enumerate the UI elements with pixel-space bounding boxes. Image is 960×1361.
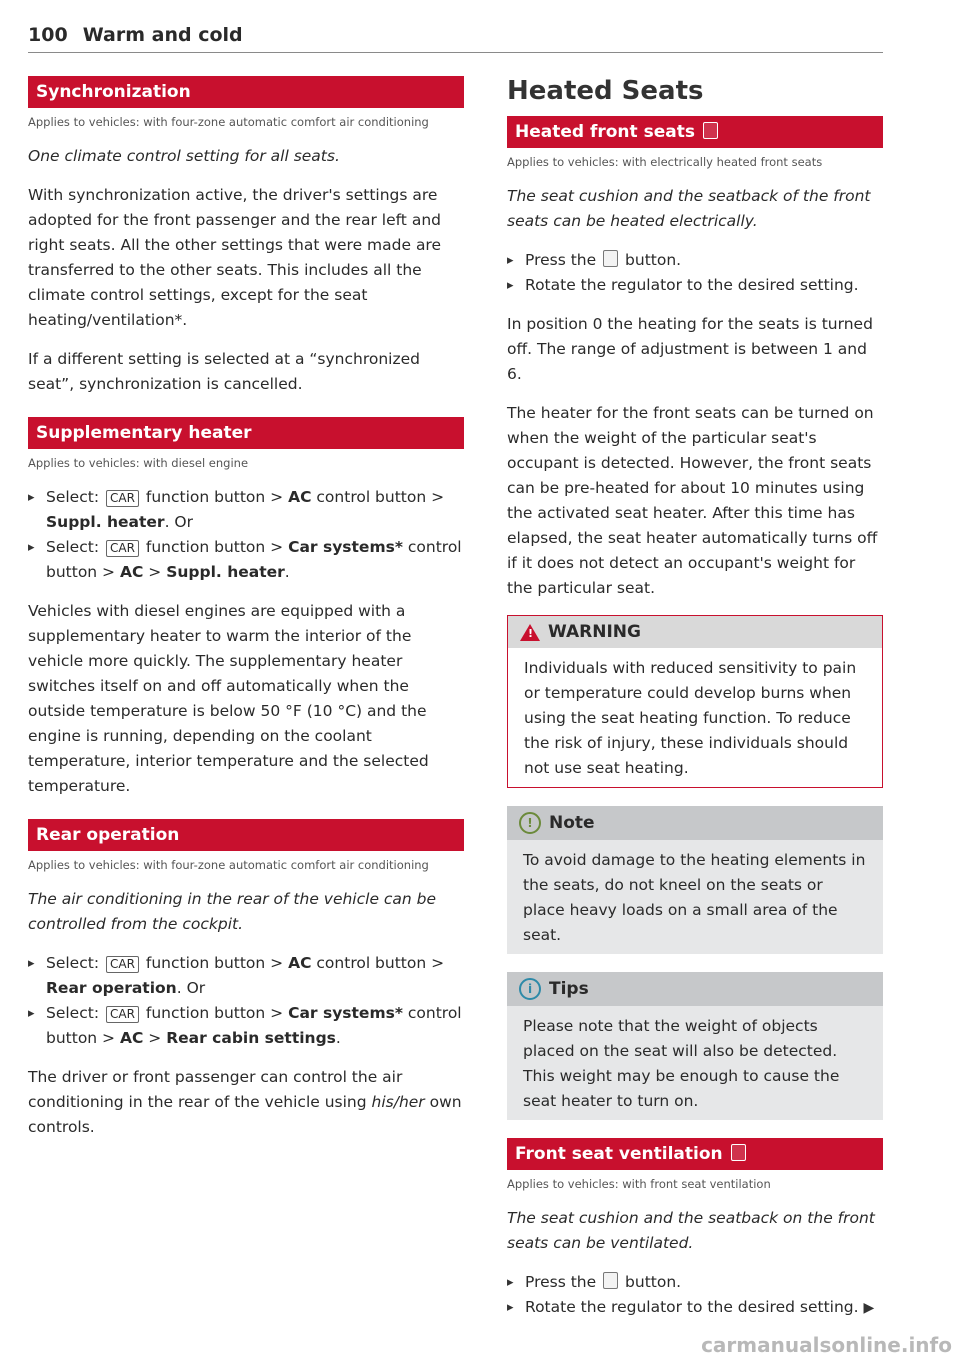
section-title: Warm and cold bbox=[82, 24, 243, 46]
page-header bbox=[28, 24, 883, 53]
step: ▸ Rotate the regulator to the desired setting. bbox=[507, 273, 883, 298]
intro-text: The air conditioning in the rear of the vehicle can be controlled from the cockpit. bbox=[28, 890, 437, 933]
continue-arrow-icon: ▶ bbox=[863, 1300, 875, 1316]
step-list bbox=[28, 951, 464, 1051]
step: ▸ Select: CAR function button > AC control button > Suppl. heater. Or bbox=[28, 485, 464, 535]
info-icon: i bbox=[519, 978, 541, 1000]
car-key-icon: CAR bbox=[106, 490, 139, 507]
intro-text: The seat cushion and the seatback of the front seats can be heated electrically. bbox=[507, 187, 871, 230]
applies-to: Applies to vehicles: with diesel engine bbox=[28, 456, 249, 470]
rear-operation-heading: Rear operation bbox=[28, 819, 464, 851]
note-label: Note bbox=[549, 813, 595, 833]
watermark: carmanualsonline.info bbox=[701, 1333, 952, 1357]
warning-box bbox=[507, 615, 883, 788]
front-seat-ventilation-heading: Front seat ventilation bbox=[507, 1138, 883, 1170]
paragraph: With synchronization active, the driver's settings are adopted for the front passenger and the rear left and right seats. All the other settings that were made are transferred to the other seats. This includes all the climate control settings, except for the seat heating/ventilation*. bbox=[28, 186, 442, 329]
step: ▸ Rotate the regulator to the desired setting. ▶ bbox=[507, 1295, 883, 1321]
step-list bbox=[28, 485, 464, 585]
left-column bbox=[28, 76, 464, 1154]
note-text: To avoid damage to the heating elements in the seats, do not kneel on the seats or place heavy loads on a small area of the seat. bbox=[507, 840, 883, 954]
car-key-icon: CAR bbox=[106, 956, 139, 973]
warning-icon bbox=[520, 624, 540, 641]
synchronization-heading: Synchronization bbox=[28, 76, 464, 108]
car-key-icon: CAR bbox=[106, 540, 139, 557]
applies-to: Applies to vehicles: with four-zone automatic comfort air conditioning bbox=[28, 858, 429, 872]
step: ▸ Select: CAR function button > AC control button > Rear operation. Or bbox=[28, 951, 464, 1001]
seat-ventilation-icon bbox=[731, 1144, 746, 1161]
applies-to: Applies to vehicles: with four-zone automatic comfort air conditioning bbox=[28, 115, 429, 129]
paragraph: If a different setting is selected at a “synchronized seat”, synchronization is cancelled. bbox=[28, 350, 420, 393]
seat-heating-icon bbox=[703, 122, 718, 139]
step: ▸ Select: CAR function button > Car systems* control button > AC > Suppl. heater. bbox=[28, 535, 464, 585]
step: ▸ Press the button. bbox=[507, 248, 883, 273]
note-icon: ! bbox=[519, 812, 541, 834]
tips-box bbox=[507, 972, 883, 1120]
step: ▸ Press the button. bbox=[507, 1270, 883, 1295]
intro-text: The seat cushion and the seatback on the front seats can be ventilated. bbox=[507, 1209, 875, 1252]
step-list bbox=[507, 1270, 883, 1321]
heated-seats-heading: Heated Seats bbox=[507, 76, 704, 106]
step: ▸ Select: CAR function button > Car systems* control button > AC > Rear cabin settings. bbox=[28, 1001, 464, 1051]
warning-label: WARNING bbox=[548, 622, 641, 642]
paragraph: The heater for the front seats can be turned on when the weight of the particular seat's occupant is detected. However, the front seats can be pre-heated for about 10 minutes using the activated seat heater. After this time has elapsed, the seat heater automatically turns off if it does not detect an occupant's weight for the particular seat. bbox=[507, 404, 878, 597]
paragraph: In position 0 the heating for the seats is turned off. The range of adjustment is between 1 and 6. bbox=[507, 315, 873, 383]
warning-text: Individuals with reduced sensitivity to pain or temperature could develop burns when using the seat heating function. To reduce the risk of injury, these individuals should not use seat heating. bbox=[524, 659, 857, 777]
paragraph: The driver or front passenger can control the air conditioning in the rear of the vehicle using his/her own controls. bbox=[28, 1068, 462, 1136]
paragraph: Vehicles with diesel engines are equipped with a supplementary heater to warm the interior of the vehicle more quickly. The supplementary heater switches itself on and off automatically when the outside temperature is below 50 °F (10 °C) and the engine is running, depending on the coolant temperature, interior temperature and the selected temperature. bbox=[28, 602, 429, 795]
seat-heating-button-icon bbox=[603, 250, 618, 267]
applies-to: Applies to vehicles: with front seat ventilation bbox=[507, 1177, 771, 1191]
car-key-icon: CAR bbox=[106, 1006, 139, 1023]
step-list bbox=[507, 248, 883, 298]
right-column bbox=[507, 76, 883, 1335]
tips-label: Tips bbox=[549, 979, 589, 999]
heated-front-seats-heading: Heated front seats bbox=[507, 116, 883, 148]
page-number: 100 bbox=[28, 24, 68, 46]
tips-text: Please note that the weight of objects placed on the seat will also be detected. This weight may be enough to cause the seat heater to turn on. bbox=[507, 1006, 883, 1120]
seat-ventilation-button-icon bbox=[603, 1272, 618, 1289]
applies-to: Applies to vehicles: with electrically heated front seats bbox=[507, 155, 823, 169]
intro-text: One climate control setting for all seats. bbox=[28, 147, 340, 165]
note-box bbox=[507, 806, 883, 954]
supplementary-heater-heading: Supplementary heater bbox=[28, 417, 464, 449]
